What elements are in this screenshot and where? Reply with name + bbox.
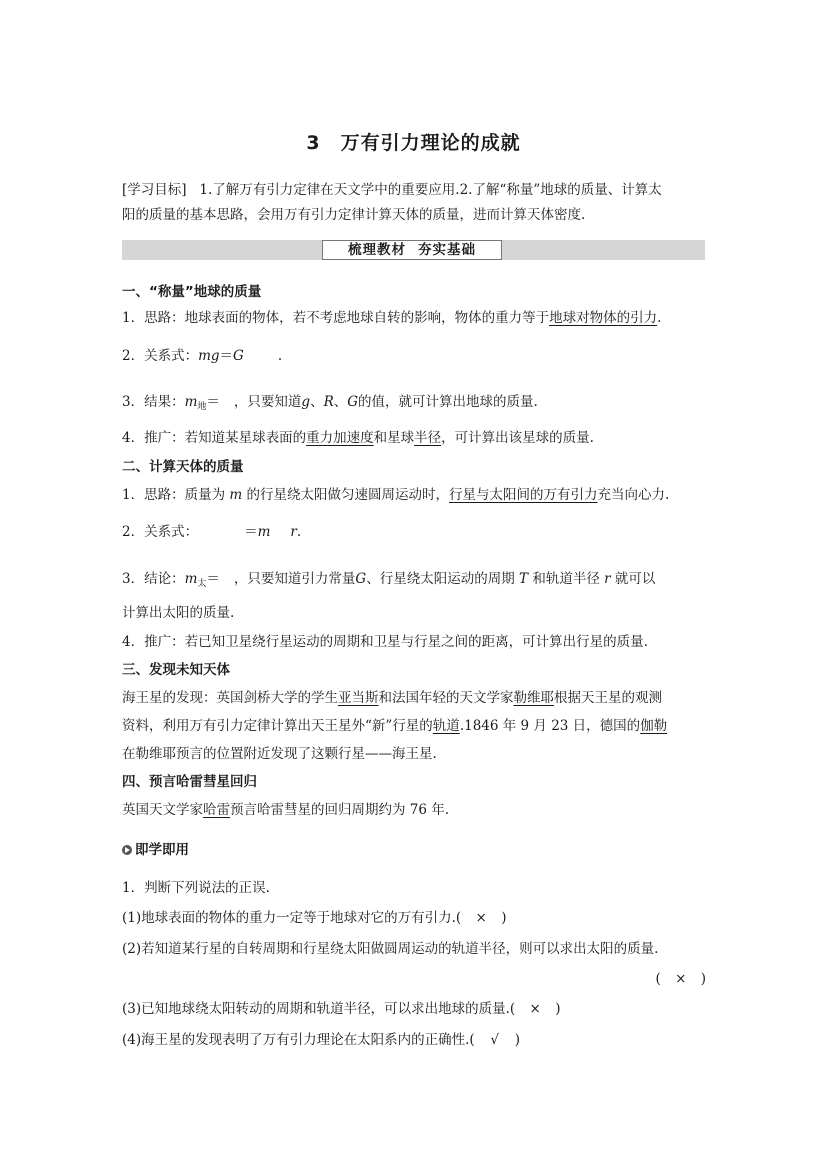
s3-line-1: 海王星的发现：英国剑桥大学的学生亚当斯和法国年轻的天文学家勒维耶根据天王星的观测 [122,690,662,706]
s3-line-2: 资料，利用万有引力定律计算出天王星外“新”行星的轨道.1846 年 9 月 23 日，德国的伽勒 [122,718,668,734]
s2-item-2: 2．关系式： ＝m r. [122,524,302,540]
play-bullet-icon [122,845,132,855]
section-banner [122,240,705,260]
objectives-label: [学习目标] [122,182,187,198]
practice-q1: 1．判断下列说法的正误. [122,880,270,896]
banner-label: 梳理教材 夯实基础 [322,240,502,260]
s1-heading: 一、“称量”地球的质量 [122,284,262,300]
s2-item-4: 4．推广：若已知卫星绕行星运动的周期和卫星与行星之间的距离，可计算出行星的质量. [122,634,648,650]
practice-a1: (1)地球表面的物体的重力一定等于地球对它的万有引力.( × ) [122,906,706,930]
s2-item-1: 1．思路：质量为 m 的行星绕太阳做匀速圆周运动时，行星与太阳间的万有引力充当向心力. [122,487,670,503]
answer-mark: × [475,910,487,926]
s1-item-3: 3．结果：$m_地=$ ，只要知道g、R、G的值，就可计算出地球的质量. [122,394,538,412]
section-number: 3 [306,132,321,154]
practice-a4: (4)海王星的发现表明了万有引力理论在太阳系内的正确性.( √ ) [122,1028,706,1052]
s3-line-3: 在勒维耶预言的位置附近发现了这颗行星——海王星. [122,746,437,762]
answer-mark: √ [490,1032,499,1048]
objectives-line-2: 阳的质量的基本思路，会用万有引力定律计算天体的质量，进而计算天体密度. [122,207,586,223]
practice-a3: (3)已知地球绕太阳转动的周期和轨道半径，可以求出地球的质量.( × ) [122,997,706,1021]
s2-item-3-cont: 计算出太阳的质量. [122,605,235,621]
s3-heading: 三、发现未知天体 [122,662,230,678]
s1-item-2: 2．关系式：mg＝G . [122,348,283,364]
s1-item-4: 4．推广：若知道某星球表面的重力加速度和星球半径，可计算出该星球的质量. [122,430,594,446]
practice-heading: 即学即用 [122,838,706,862]
s2-item-3: 3．结论：$m_太=$ ，只要知道引力常量G、行星绕太阳运动的周期 T 和轨道半径 r 就可以 [122,571,656,589]
answer-mark: × [675,971,687,987]
practice-a2: (2)若知道某行星的自转周期和行星绕太阳做圆周运动的轨道半径，则可以求出太阳的质量. [122,941,659,957]
s4-line-1: 英国天文学家哈雷预言哈雷彗星的回归周期约为 76 年. [122,802,450,818]
s4-heading: 四、预言哈雷彗星回归 [122,774,257,790]
answer-mark: × [529,1001,541,1017]
s1-item-1: 1．思路：地球表面的物体，若不考虑地球自转的影响，物体的重力等于地球对物体的引力. [122,310,662,326]
practice-a2-mark: ( × ) [122,967,706,991]
title-text: 万有引力理论的成就 [340,132,521,154]
s2-heading: 二、计算天体的质量 [122,459,244,475]
page-title [0,128,827,155]
objectives-line-1: [学习目标] 1.了解万有引力定律在天文学中的重要应用.2.了解“称量”地球的质量、计算太 [122,182,662,198]
